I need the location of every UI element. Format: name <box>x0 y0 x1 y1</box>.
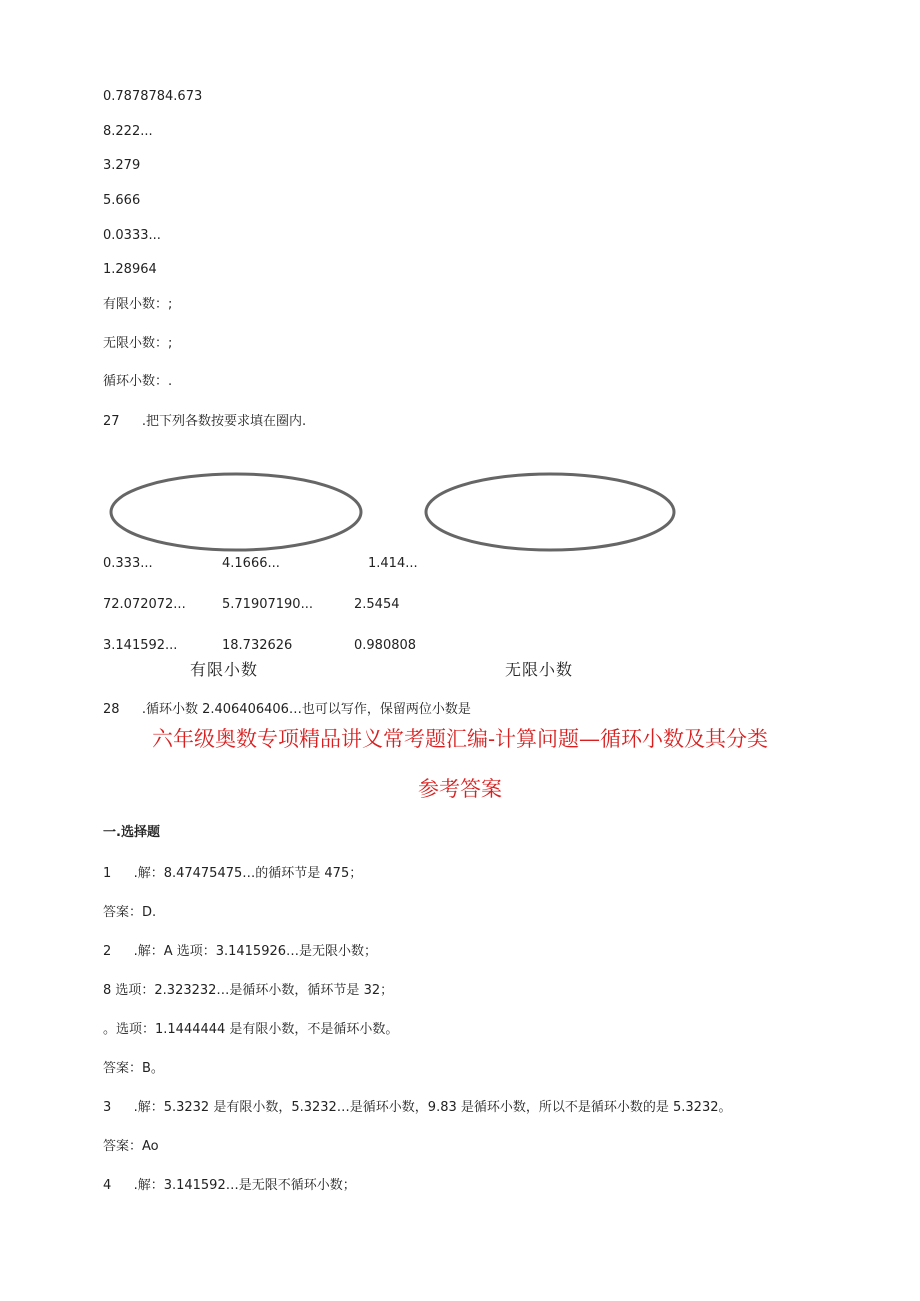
number-item: 5.71907190... <box>222 597 313 612</box>
list-item: 8.222... <box>103 124 153 139</box>
question-number: 27 <box>103 414 120 429</box>
answer-number: 2 <box>103 944 112 959</box>
number-item: 3.141592... <box>103 638 178 653</box>
answer-line <box>103 866 362 882</box>
infinite-category: 无限小数：; <box>103 336 173 351</box>
list-item: 5.666 <box>103 193 141 208</box>
question-text: .循环小数 2.406406406…也可以写作，保留两位小数是 <box>141 702 471 717</box>
section-heading: 一.选择题 <box>103 825 160 840</box>
answer-line: 答案：Ao <box>103 1139 159 1154</box>
answer-line: 。选项：1.1444444 是有限小数，不是循环小数。 <box>103 1022 399 1037</box>
question-27 <box>103 414 306 430</box>
answer-subtitle: 参考答案 <box>418 777 502 801</box>
number-item: 2.5454 <box>354 597 400 612</box>
answer-number: 4 <box>103 1178 112 1193</box>
answer-text: .解：5.3232 是有限小数，5.3232…是循环小数，9.83 是循环小数，所以不是循环小数的是 5.3232。 <box>133 1100 732 1115</box>
question-28 <box>103 702 471 718</box>
list-item: 0.0333... <box>103 228 161 243</box>
answer-number: 3 <box>103 1100 112 1115</box>
question-number: 28 <box>103 702 120 717</box>
infinite-circle-label: 无限小数 <box>505 660 574 679</box>
answer-text: .解：3.141592…是无限不循环小数； <box>133 1178 356 1193</box>
number-item: 1.414... <box>368 556 418 571</box>
question-text: .把下列各数按要求填在圈内. <box>141 414 307 429</box>
list-item: 0.7878784.673 <box>103 89 203 104</box>
number-item: 4.1666... <box>222 556 280 571</box>
finite-circle-label: 有限小数 <box>190 660 259 679</box>
number-item: 0.333... <box>103 556 153 571</box>
finite-circle <box>106 470 366 560</box>
answer-title: 六年级奥数专项精品讲义常考题汇编-计算问题—循环小数及其分类 <box>151 727 769 751</box>
infinite-circle <box>422 470 682 560</box>
answer-text: .解：A 选项：3.1415926…是无限小数； <box>133 944 378 959</box>
answer-line: 答案：B。 <box>103 1061 164 1076</box>
finite-category: 有限小数：; <box>103 297 173 312</box>
number-item: 0.980808 <box>354 638 417 653</box>
repeating-category: 循环小数：. <box>103 374 173 389</box>
number-item: 18.732626 <box>222 638 293 653</box>
answer-line: 8 选项：2.323232…是循环小数，循环节是 32； <box>103 983 394 998</box>
answer-line: 答案：D. <box>103 905 157 920</box>
answer-line <box>103 1100 732 1116</box>
number-item: 72.072072... <box>103 597 186 612</box>
answer-line <box>103 944 377 960</box>
answer-text: .解：8.47475475…的循环节是 475； <box>133 866 363 881</box>
list-item: 1.28964 <box>103 262 157 277</box>
answer-line <box>103 1178 356 1194</box>
list-item: 3.279 <box>103 158 141 173</box>
answer-number: 1 <box>103 866 112 881</box>
